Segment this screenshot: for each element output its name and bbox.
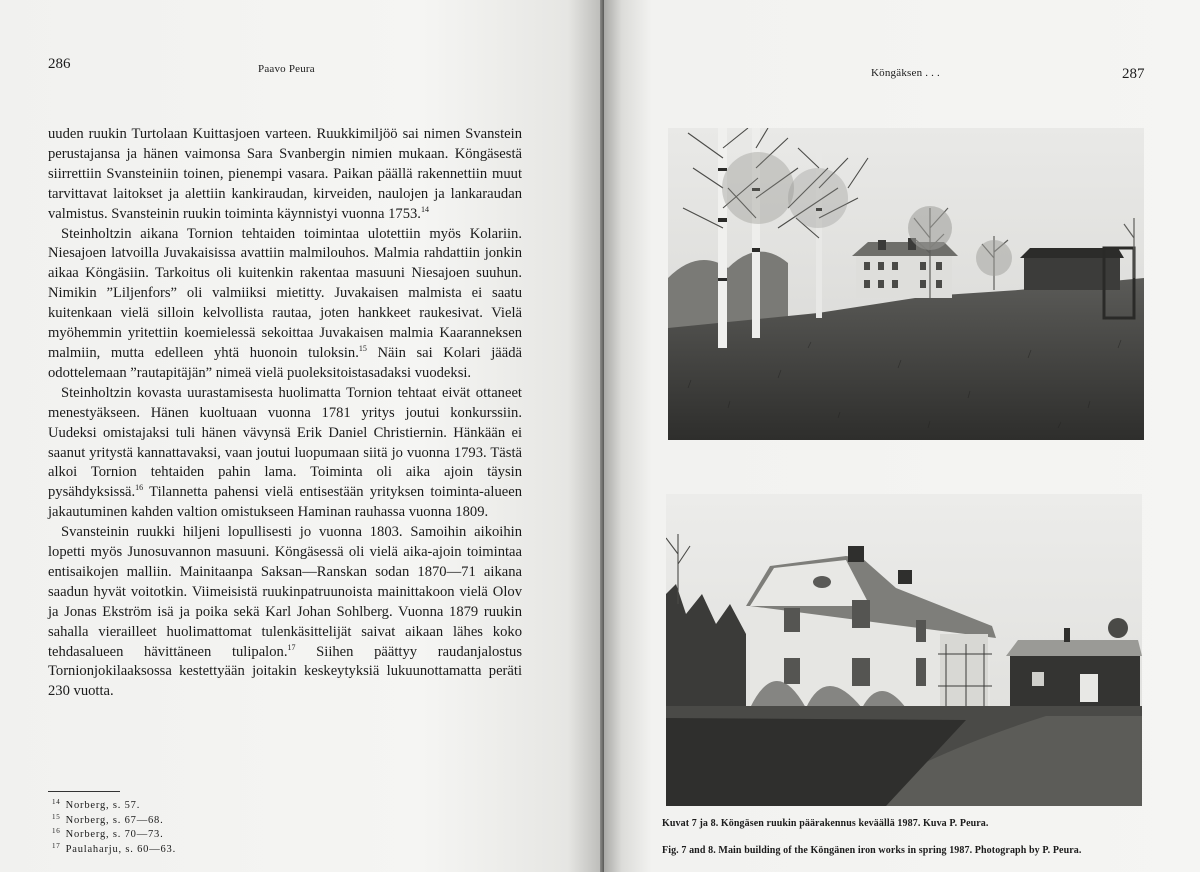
paragraph-text: Svansteinin ruukki hiljeni lopullisesti jo vuonna 1803. Samoihin aikoihin lopetti myös Junosuvannon masuuni. Köngäsessä oli vielä aika-ajoin toimintaa entisaikojen malliin. Mainitaanpa Saksan—Ranskan sodan 1870—71 aikana saadun hyvät voitotkin. Viimeisistä ruukinpatruunoista mainittakoon vielä Olov ja Jonas Ekström isä ja poika sekä Karl Johan Sohlberg. Vuonna 1879 ruukin sahalla vierailleet huolimattomat tulenkäsittelijät saivat aikaan lähes koko tehdasalueen hävittäneen tulipalon.	[48, 524, 522, 660]
footnote	[52, 828, 176, 843]
paragraph-text: Steinholtzin kovasta uurastamisesta huolimatta Tornion tehtaat eivät ottaneet menestyäkseen. Hänen kuoltuaan vuonna 1781 yritys joutui konkurssiin. Uudeksi omistajaksi tuli hänen vävynsä Erik Daniel Christiernin. Hänkään ei saanut yritystä kannattavaksi, vaan joutui luopumaan siitä jo vuonna 1793. Tästä alkoi Tornion tehtaiden pahin lama. Toiminta oli aika ajoin täysin pysähdyksissä.	[48, 384, 522, 501]
paragraph-text: Siihen päättyy raudanjalostus Tornionjokilaaksossa kestettyään joitakin keskeytyksiä lukuunottamatta peräti 230 vuotta.	[48, 643, 523, 700]
footnote-number: 14	[52, 798, 61, 806]
right-page	[604, 0, 1200, 872]
footnote	[52, 799, 176, 814]
paragraph	[48, 523, 522, 702]
page-number: 286	[48, 56, 71, 72]
page-number: 287	[1122, 66, 1145, 82]
caption-finnish: Kuvat 7 ja 8. Köngäsen ruukin päärakennus keväällä 1987. Kuva P. Peura.	[662, 818, 989, 829]
paragraph-text: Näin sai Kolari jäädä odottelemaan ”rautapitäjän” nimeä vielä puoleksitoistasadaksi vuodeksi.	[48, 344, 522, 381]
running-head: Paavo Peura	[258, 63, 315, 75]
paragraph-text: Tilannetta pahensi vielä entisestään yrityksen toiminta-alueen jakautuminen kahden valtion omistukseen Haminan rauhassa vuonna 1809.	[48, 484, 522, 521]
footnote-reference: 15	[358, 344, 367, 354]
footnote-number: 17	[52, 841, 61, 850]
running-head: Köngäksen . . .	[871, 67, 940, 79]
paragraph-text: uuden ruukin Turtolaan Kuittasjoen varteen. Ruukkimiljöö sai nimen Svanstein perustajansa ja hänen vaimonsa Sara Svanbergin nimien mukaan. Köngäsestä siirrettiin Svansteiniin toinen, pienempi vasara. Paikan päällä rakennettiin muut tarvittavat laitokset ja alettiin kankiraudan, kirveiden, naulojen ja lankaraudan valmistus. Svansteinin ruukin toiminta käynnistyi vuonna 1753.	[48, 126, 522, 222]
footnote-reference: 14	[420, 204, 429, 214]
footnote-reference: 16	[135, 483, 144, 493]
photo-7	[668, 128, 1144, 440]
body-text	[48, 125, 522, 702]
footnote-reference: 17	[287, 642, 296, 652]
paragraph	[48, 384, 522, 523]
paragraph	[48, 125, 522, 225]
footnote	[52, 843, 176, 858]
footnote-number: 16	[52, 827, 61, 836]
caption-english: Fig. 7 and 8. Main building of the Köngänen iron works in spring 1987. Photograph by P. Peura.	[662, 845, 1082, 856]
footnotes	[52, 799, 176, 857]
footnote-text: Paulaharju, s. 60—63.	[65, 843, 177, 855]
footnote-rule	[48, 791, 120, 792]
footnote-text: Norberg, s. 67—68.	[65, 814, 164, 826]
footnote	[52, 814, 176, 829]
photo-8	[666, 494, 1142, 806]
footnote-text: Norberg, s. 57.	[65, 800, 141, 811]
paragraph-text: Steinholtzin aikana Tornion tehtaiden toimintaa ulotettiin myös Kolariin. Niesajoen latvoilla Juvakaisissa avattiin malmilouhos. Malmia rahdattiin jonkin aikaa Köngäsiin. Tarkoitus oli kuitenkin rakentaa masuuni Niesajoen suuhun. Nimikin ”Liljenfors” oli valmiiksi mietitty. Juvakaisen malmista ei saatu kuitenkaan vielä silloin kelvollista rautaa, joten hankkeet raukesivat. Vielä myöhemmin yritettiin koemielessä sekoittaa Juvakaisen malmia Kaaranneksen malmiin, mutta edelleen yhtä huonoin tuloksin.	[48, 225, 522, 361]
footnote-number: 15	[52, 812, 61, 821]
paragraph	[48, 225, 522, 384]
footnote-text: Norberg, s. 70—73.	[65, 829, 164, 841]
